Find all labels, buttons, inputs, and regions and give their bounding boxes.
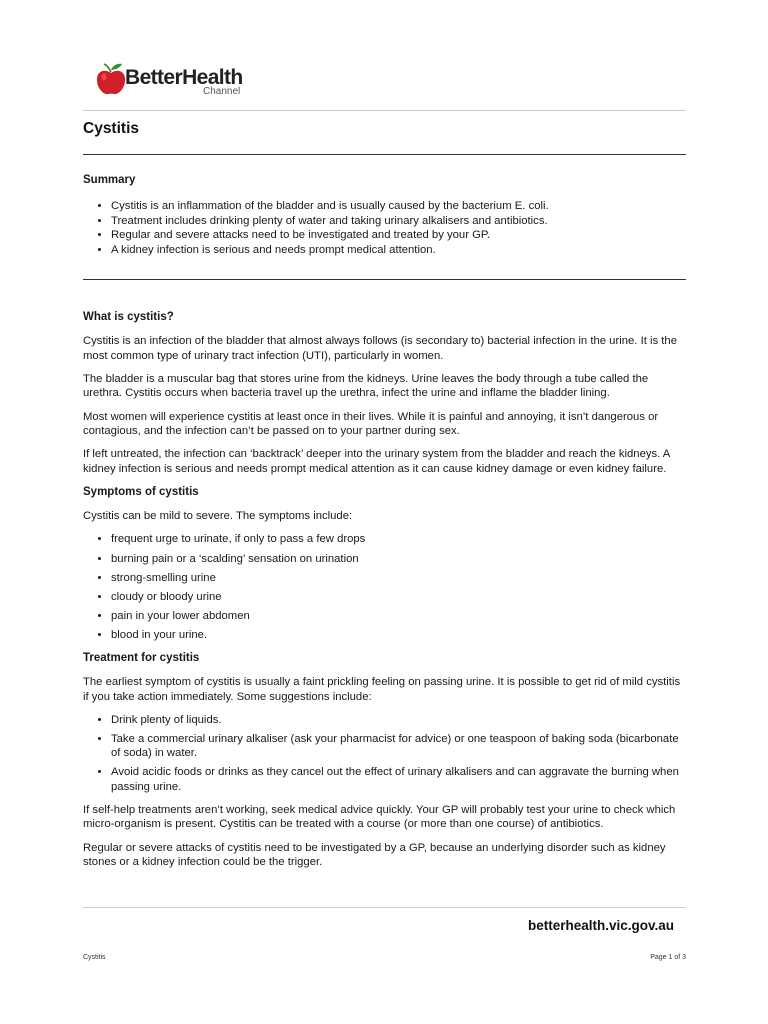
paragraph: The earliest symptom of cystitis is usually a faint prickling feeling on passing urine. It is possible to get rid of mild cystitis if you take action immediately. Some suggestions include:	[83, 676, 681, 704]
paragraph: Most women will experience cystitis at least once in their lives. While it is painful and annoying, it isn’t dangerous or contagious, and the infection can’t be passed on to your partner during sex.	[83, 410, 659, 438]
list-item: • Regular and severe attacks need to be investigated and treated by your GP.	[111, 228, 686, 243]
treatment-list	[83, 713, 686, 794]
list-item: • Avoid acidic foods or drinks as they cancel out the effect of urinary alkalisers and can aggravate the burning when passing urine.	[111, 765, 686, 794]
list-item: • burning pain or a ‘scalding’ sensation on urination	[111, 552, 686, 567]
list-item: • Take a commercial urinary alkaliser (ask your pharmacist for advice) or one teaspoon of baking soda (bicarbonate of soda) in water.	[111, 732, 686, 761]
list-item: • frequent urge to urinate, if only to pass a few drops	[111, 532, 686, 547]
list-item: • strong-smelling urine	[111, 571, 686, 586]
footer-document-name: Cystitis	[83, 954, 106, 961]
paragraph: Cystitis is an infection of the bladder that almost always follows (is secondary to) bacterial infection in the urine. It is the most common type of urinary tract infection (UTI), particularly in women.	[83, 335, 677, 362]
paragraph: If self-help treatments aren’t working, seek medical advice quickly. Your GP will probably test your urine to check which micro-organism is present. Cystitis can be treated with a course (or more than one course) of antibiotics.	[83, 803, 676, 831]
page-number: Page 1 of 3	[650, 954, 686, 961]
paragraph: Cystitis can be mild to severe. The symptoms include:	[83, 510, 353, 523]
section-heading-symptoms: Symptoms of cystitis	[83, 486, 199, 499]
summary-heading: Summary	[83, 174, 136, 186]
list-item: • cloudy or bloody urine	[111, 590, 686, 605]
list-item: • Treatment includes drinking plenty of water and taking urinary alkalisers and antibiotics.	[111, 214, 686, 229]
list-item: • Drink plenty of liquids.	[111, 713, 686, 728]
footer-divider	[83, 907, 686, 908]
paragraph: Regular or severe attacks of cystitis need to be investigated by a GP, because an underlying disorder such as kidney stones or a kidney infection could be the trigger.	[83, 841, 666, 869]
apple-logo-icon	[95, 60, 127, 96]
better-health-logo[interactable]	[95, 60, 265, 96]
list-item: • pain in your lower abdomen	[111, 609, 686, 624]
document-page	[83, 0, 686, 1024]
summary-list	[83, 199, 686, 257]
header-divider	[83, 110, 686, 111]
logo-text: BetterHealth	[125, 66, 243, 89]
symptoms-list	[83, 532, 686, 643]
list-item: • A kidney infection is serious and needs prompt medical attention.	[111, 243, 686, 258]
section-heading-what: What is cystitis?	[83, 311, 174, 323]
footer-website-link[interactable]: betterhealth.vic.gov.au	[527, 918, 674, 933]
main-content	[83, 310, 686, 878]
logo-subtext: Channel	[203, 86, 241, 97]
list-item: • Cystitis is an inflammation of the bladder and is usually caused by the bacterium E. coli.	[111, 199, 686, 214]
paragraph: If left untreated, the infection can ‘backtrack’ deeper into the urinary system from the bladder and reach the kidneys. A kidney infection is serious and needs prompt medical attention as it can cause kidney damage or even kidney failure.	[83, 448, 670, 475]
list-item: • blood in your urine.	[111, 628, 686, 643]
section-heading-treatment: Treatment for cystitis	[83, 652, 200, 665]
page-title: Cystitis	[83, 120, 139, 137]
paragraph: The bladder is a muscular bag that stores urine from the kidneys. Urine leaves the body through a tube called the urethra. Cystitis occurs when bacteria travel up the urethra, infect the urine and inflame the bladder lining.	[83, 372, 649, 400]
title-divider	[83, 154, 686, 155]
summary-divider	[83, 279, 686, 280]
